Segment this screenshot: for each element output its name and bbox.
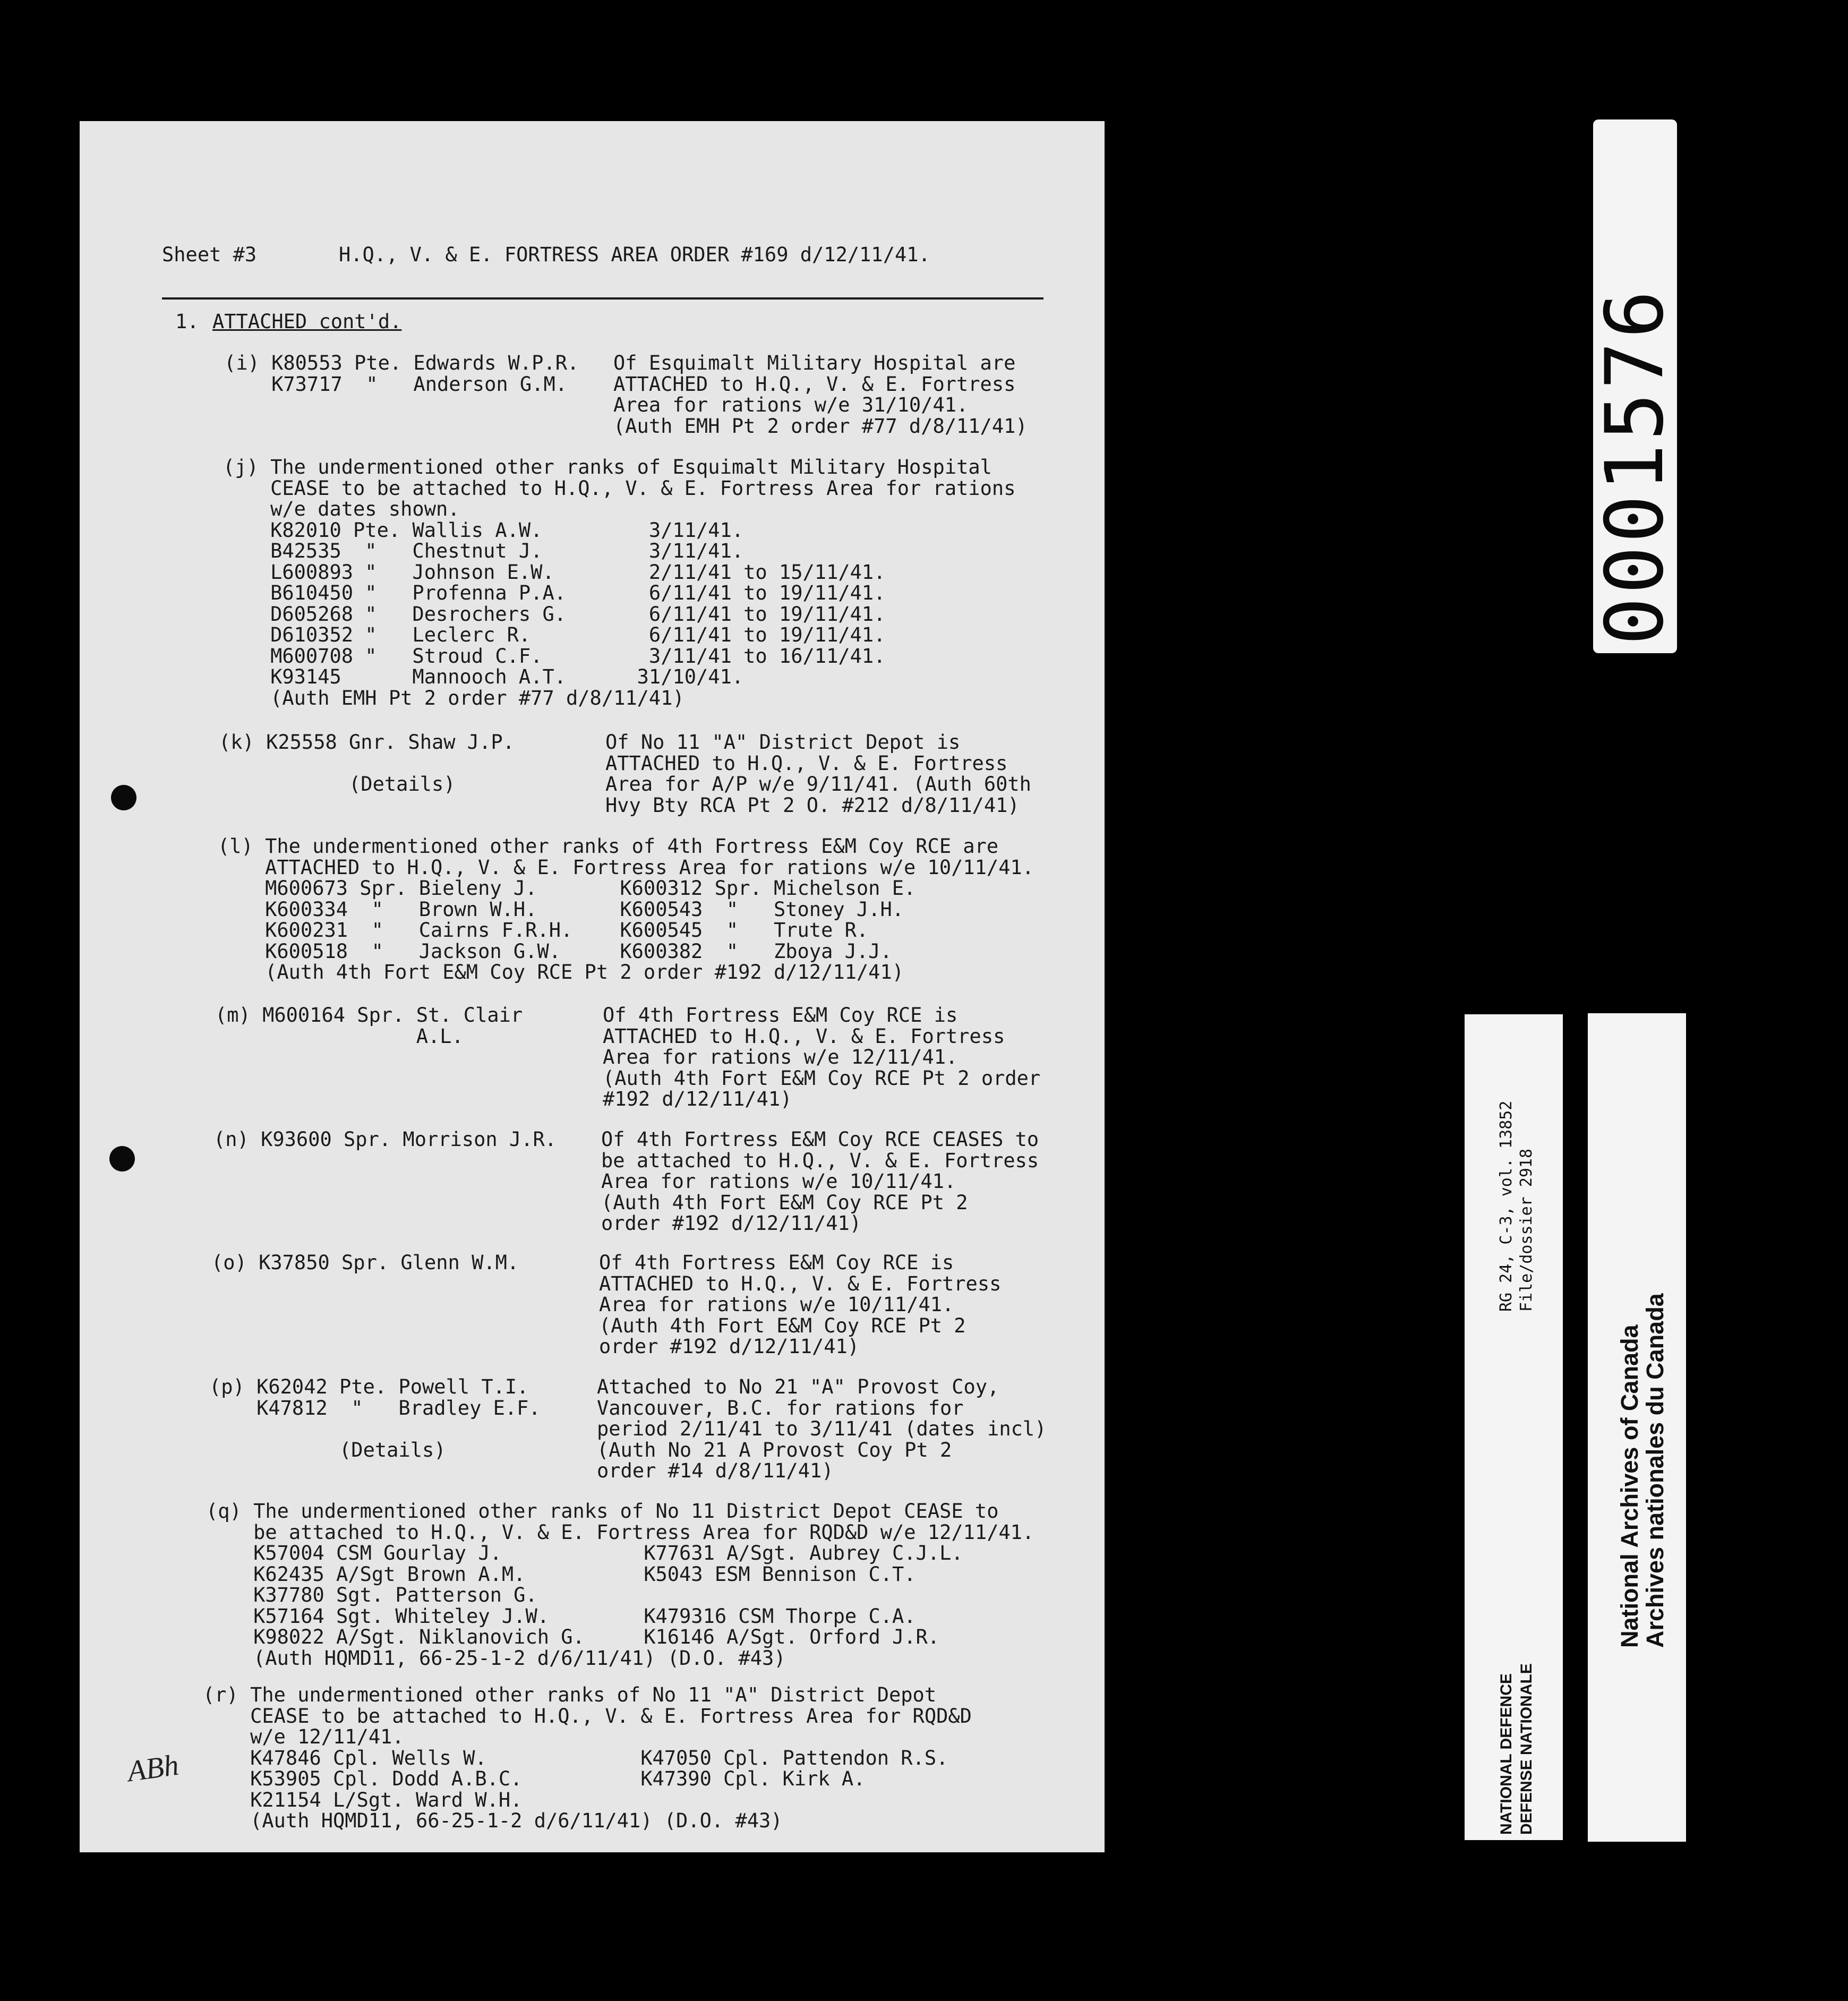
department-english: NATIONAL DEFENCE <box>1498 1673 1515 1835</box>
sheet-number: Sheet #3 <box>162 243 257 266</box>
item-r: (r) The undermentioned other ranks of No 11 "A" District Depot CEASE to be attached to H.Q., V. & E. Fortress Area for RQD&D w/e 12/11/41. K47846 Cpl. Wells W. K47050 Cpl. Pattendon R.S. K53905 Cpl. Dodd A.B.C. K47390 Cpl. Kirk A. K21154 L/Sgt. Ward W.H. (Auth HQMD11, 66-25-1-2 d/6/11/41) (D.O. #43) <box>203 1683 972 1832</box>
national-archives-strip <box>1588 1013 1686 1842</box>
archives-label-french: Archives nationales du Canada <box>1641 1293 1669 1648</box>
archives-label-english: National Archives of Canada <box>1616 1324 1643 1648</box>
frame-number-strip <box>1589 119 1681 653</box>
item-i-details: Of Esquimalt Military Hospital are ATTACHED to H.Q., V. & E. Fortress Area for rations w/e 31/10/41. (Auth EMH Pt 2 order #77 d/8/11/41) <box>613 352 1028 438</box>
item-o-personnel: (o) K37850 Spr. Glenn W.M. <box>211 1251 519 1274</box>
frame-number: 0001576 <box>1589 287 1681 645</box>
punch-hole-upper <box>111 785 136 810</box>
item-l: (l) The undermentioned other ranks of 4th Fortress E&M Coy RCE are ATTACHED to H.Q., V. & E. Fortress Area for rations w/e 10/11/41. M600673 Spr. Bieleny J. K600312 Spr. Michelson E. K600334 " Brown W.H. K600543 " Stoney J.H. K600231 " Cairns F.R.H. K600545 " Trute R. K600518 " Jackson G.W. K600382 " Zboya J.J. (Auth 4th Fort E&M Coy RCE Pt 2 order #192 d/12/11/41) <box>218 835 1034 984</box>
item-m-personnel: (m) M600164 Spr. St. Clair A.L. <box>215 1004 523 1048</box>
header-rule <box>162 297 1043 300</box>
document-page <box>80 121 1105 1852</box>
archive-reference-strip <box>1465 1014 1563 1840</box>
archive-reference-file: File/dossier 2918 <box>1517 1148 1536 1312</box>
section-heading: ATTACHED cont'd. <box>212 310 402 333</box>
item-i-personnel: (i) K80553 Pte. Edwards W.P.R. K73717 " Anderson G.M. <box>224 352 579 396</box>
section-number: 1. <box>175 310 199 333</box>
item-p-personnel: (p) K62042 Pte. Powell T.I. K47812 " Bradley E.F. (Details) <box>209 1375 541 1461</box>
item-p-details: Attached to No 21 "A" Provost Coy, Vancouver, B.C. for rations for period 2/11/41 to 3/11/41 (dates incl) (Auth No 21 A Provost Coy Pt 2 order #14 d/8/11/41) <box>597 1375 1047 1482</box>
item-k-personnel: (k) K25558 Gnr. Shaw J.P. (Details) <box>219 731 515 796</box>
department-french: DEFENSE NATIONALE <box>1518 1663 1535 1835</box>
item-q: (q) The undermentioned other ranks of No 11 District Depot CEASE to be attached to H.Q., V. & E. Fortress Area for RQD&D w/e 12/11/41. K57004 CSM Gourlay J. K77631 A/Sgt. Aubrey C.J.L. K62435 A/Sgt Brown A.M. K5043 ESM Bennison C.T. K37780 Sgt. Patterson G. K57164 Sgt. Whiteley J.W. K479316 CSM Thorpe C.A. K98022 A/Sgt. Niklanovich G. K16146 A/Sgt. Orford J.R. (Auth HQMD11, 66-25-1-2 d/6/11/41) (D.O. #43) <box>206 1500 1034 1670</box>
item-n-personnel: (n) K93600 Spr. Morrison J.R. <box>213 1128 557 1151</box>
archive-reference-volume: RG 24, C-3, vol. 13852 <box>1497 1100 1516 1312</box>
item-j: (j) The undermentioned other ranks of Esquimalt Military Hospital CEASE to be attached to H.Q., V. & E. Fortress Area for rations w/e dates shown. K82010 Pte. Wallis A.W. 3/11/41. B42535 " Chestnut J. 3/11/41. L600893 " Johnson E.W. 2/11/41 to 15/11/41. B610450 " Profenna P.A. 6/11/41 to 19/11/41. D605268 " Desrochers G. 6/11/41 to 19/11/41. D610352 " Leclerc R. 6/11/41 to 19/11/41. M600708 " Stroud C.F. 3/11/41 to 16/11/41. K93145 Mannooch A.T. 31/10/41. (Auth EMH Pt 2 order #77 d/8/11/41) <box>223 456 1016 709</box>
item-m-details: Of 4th Fortress E&M Coy RCE is ATTACHED to H.Q., V. & E. Fortress Area for rations w/e 12/11/41. (Auth 4th Fort E&M Coy RCE Pt 2 order #192 d/12/11/41) <box>603 1004 1041 1110</box>
item-n-details: Of 4th Fortress E&M Coy RCE CEASES to be attached to H.Q., V. & E. Fortress Area for rations w/e 10/11/41. (Auth 4th Fort E&M Coy RCE Pt 2 order #192 d/12/11/41) <box>601 1128 1039 1235</box>
item-k-details: Of No 11 "A" District Depot is ATTACHED to H.Q., V. & E. Fortress Area for A/P w/e 9/11/41. (Auth 60th Hvy Bty RCA Pt 2 O. #212 d/8/11/41) <box>605 731 1031 817</box>
order-title: H.Q., V. & E. FORTRESS AREA ORDER #169 d/12/11/41. <box>339 243 930 266</box>
punch-hole-lower <box>109 1146 135 1171</box>
item-o-details: Of 4th Fortress E&M Coy RCE is ATTACHED to H.Q., V. & E. Fortress Area for rations w/e 10/11/41. (Auth 4th Fort E&M Coy RCE Pt 2 order #192 d/12/11/41) <box>599 1251 1002 1358</box>
handwritten-initials: ABh <box>125 1748 181 1789</box>
